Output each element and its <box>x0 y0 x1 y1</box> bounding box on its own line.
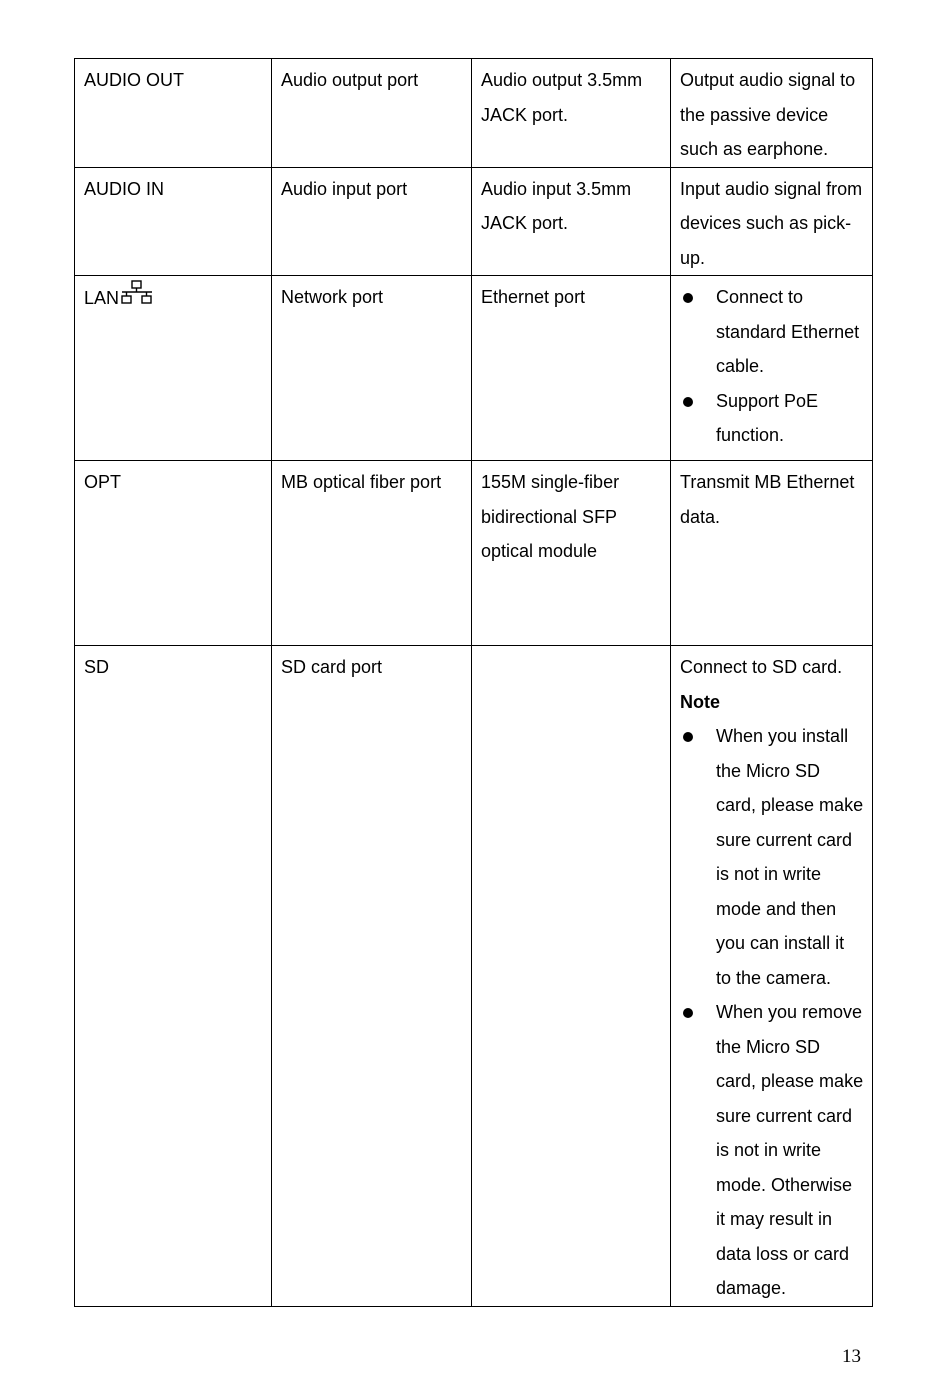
port-name-cell: Network port <box>272 276 472 461</box>
table-row <box>75 646 873 1307</box>
port-cell: SD <box>75 646 272 1307</box>
connection-cell <box>472 646 671 1307</box>
table-row <box>75 461 873 646</box>
bullet-text: When you install the Micro SD card, please make sure current card is not in write mode and then you can install it to the camera. <box>716 726 864 988</box>
port-name-cell: MB optical fiber port <box>272 461 472 646</box>
description-cell: Output audio signal to the passive device such as earphone. <box>671 59 873 168</box>
port-cell: OPT <box>75 461 272 646</box>
port-name-cell: Audio input port <box>272 167 472 276</box>
description-cell: Transmit MB Ethernet data. <box>671 461 873 646</box>
description-cell <box>671 276 873 461</box>
bullet-text: When you remove the Micro SD card, please make sure current card is not in write mode. Otherwise it may result in data loss or card damage. <box>716 1002 864 1298</box>
description-cell: Input audio signal from devices such as pick-up. <box>671 167 873 276</box>
list-item <box>680 384 864 453</box>
bullet-icon <box>683 1008 693 1018</box>
bullet-list <box>680 719 864 1306</box>
table-row <box>75 167 873 276</box>
note-label: Note <box>680 691 720 712</box>
port-cell: AUDIO OUT <box>75 59 272 168</box>
connection-cell: Audio input 3.5mm JACK port. <box>472 167 671 276</box>
description-cell <box>671 646 873 1307</box>
page-number: 13 <box>842 1346 861 1367</box>
table-row <box>75 276 873 461</box>
port-cell <box>75 276 272 461</box>
bullet-text: Connect to standard Ethernet cable. <box>716 287 860 376</box>
port-label: LAN <box>84 288 120 308</box>
list-item <box>680 719 864 995</box>
list-item <box>680 995 864 1306</box>
port-name-cell: SD card port <box>272 646 472 1307</box>
port-name-cell: Audio output port <box>272 59 472 168</box>
bullet-icon <box>683 732 693 742</box>
bullet-icon <box>683 397 693 407</box>
connection-cell: Audio output 3.5mm JACK port. <box>472 59 671 168</box>
list-item <box>680 280 864 384</box>
description-text: Connect to SD card. <box>680 657 843 677</box>
port-table <box>74 58 873 1307</box>
bullet-list <box>680 280 864 453</box>
port-cell: AUDIO IN <box>75 167 272 276</box>
network-icon <box>120 280 154 318</box>
bullet-icon <box>683 293 693 303</box>
bullet-text: Support PoE function. <box>716 390 819 445</box>
table-row <box>75 59 873 168</box>
connection-cell: Ethernet port <box>472 276 671 461</box>
connection-cell: 155M single-fiber bidirectional SFP optical module <box>472 461 671 646</box>
